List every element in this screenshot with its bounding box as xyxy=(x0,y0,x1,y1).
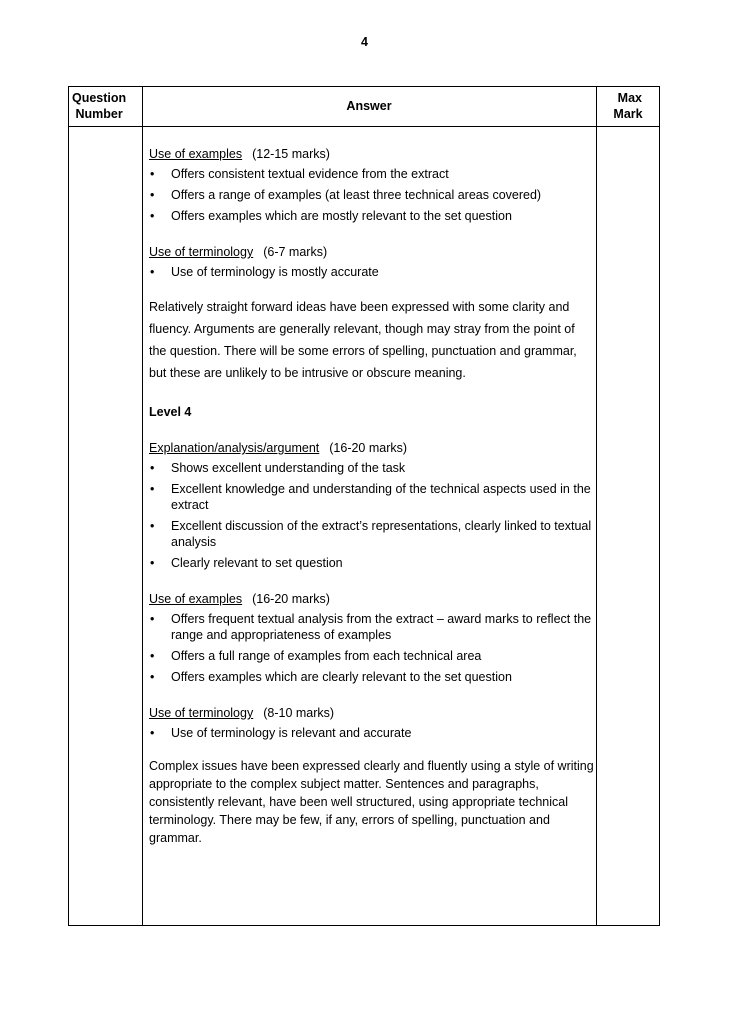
list-item: • Offers consistent textual evidence from the extract xyxy=(149,166,594,182)
bullet-list xyxy=(149,166,594,224)
column-divider xyxy=(596,87,597,925)
bullet-list xyxy=(149,460,594,571)
marks-range: (6-7 marks) xyxy=(263,245,328,259)
header-number-label: Number xyxy=(72,107,123,121)
level4-paragraph: Complex issues have been expressed clearly and fluently using a style of writing appropriate to the complex subject matter. Sentences and paragraphs, consistently relevant, have been well structured, using appropriate technical terminology. There may be few, if any, errors of spelling, punctuation and grammar. xyxy=(149,759,594,845)
header-question-number xyxy=(72,90,126,122)
answer-content xyxy=(149,146,594,847)
page-number: 4 xyxy=(361,35,368,49)
header-max-mark xyxy=(596,90,660,122)
list-item: • Offers a full range of examples from each technical area xyxy=(149,648,594,664)
section-heading: Use of examples xyxy=(149,592,243,606)
column-divider xyxy=(142,87,143,925)
section-heading: Use of terminology xyxy=(149,706,254,720)
list-item: • Shows excellent understanding of the task xyxy=(149,460,594,476)
section1-examples xyxy=(149,146,594,224)
header-mark-label: Mark xyxy=(613,107,643,121)
list-item: • Clearly relevant to set question xyxy=(149,555,594,571)
header-divider xyxy=(69,126,659,127)
header-answer: Answer xyxy=(346,99,392,113)
list-item: • Use of terminology is mostly accurate xyxy=(149,264,594,280)
level4-examples xyxy=(149,591,594,685)
level4-explanation xyxy=(149,440,594,571)
bullet-list xyxy=(149,611,594,685)
section-heading: Use of terminology xyxy=(149,245,254,259)
marks-range: (8-10 marks) xyxy=(263,706,335,720)
bullet-list xyxy=(149,264,594,280)
section-heading: Explanation/analysis/argument xyxy=(149,441,320,455)
header-question-label: Question xyxy=(72,91,127,105)
list-item: • Offers examples which are mostly relevant to the set question xyxy=(149,208,594,224)
list-item: • Offers a range of examples (at least three technical areas covered) xyxy=(149,187,594,203)
list-item: • Use of terminology is relevant and accurate xyxy=(149,725,594,741)
marks-range: (12-15 marks) xyxy=(252,147,330,161)
list-item: • Excellent knowledge and understanding of the technical aspects used in the extract xyxy=(149,481,594,513)
level4-terminology xyxy=(149,705,594,741)
list-item: • Excellent discussion of the extract’s representations, clearly linked to textual analysis xyxy=(149,518,594,550)
section1-terminology xyxy=(149,244,594,280)
bullet-list xyxy=(149,725,594,741)
header-max-label: Max xyxy=(617,91,642,105)
marks-range: (16-20 marks) xyxy=(329,441,408,455)
section-heading: Use of examples xyxy=(149,147,243,161)
section1-paragraph: Relatively straight forward ideas have been expressed with some clarity and fluency. Arguments are generally relevant, though may stray from the point of the question. There will be some errors of spelling, punctuation and grammar, but these are unlikely to be intrusive or obscure meaning. xyxy=(149,300,577,380)
list-item: • Offers frequent textual analysis from the extract – award marks to reflect the range and appropriateness of examples xyxy=(149,611,594,643)
level-title: Level 4 xyxy=(149,405,192,419)
marks-range: (16-20 marks) xyxy=(252,592,330,606)
list-item: • Offers examples which are clearly relevant to the set question xyxy=(149,669,594,685)
